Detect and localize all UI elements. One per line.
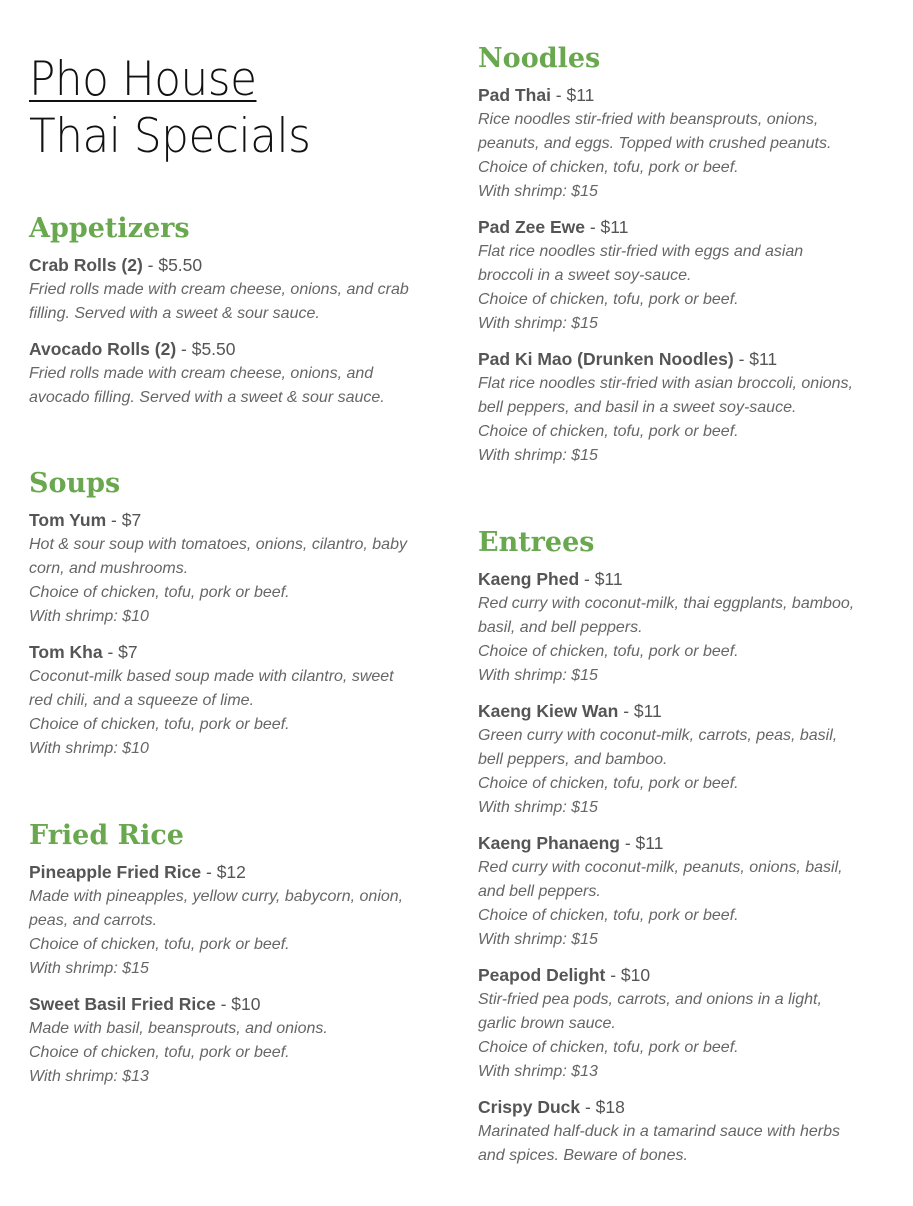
menu-item [29, 639, 449, 761]
item-description: Coconut-milk based soup made with cilantro, sweet red chili, and a squeeze of lime. Choice of chicken, tofu, pork or beef. With shrimp: $10 [29, 668, 394, 757]
item-name: Kaeng Kiew Wan [478, 701, 619, 721]
item-description: Flat rice noodles stir-fried with asian broccoli, onions, bell peppers, and basil in a sweet soy-sauce. Choice of chicken, tofu, pork or beef. With shrimp: $15 [478, 375, 853, 464]
section-title: Noodles [478, 43, 601, 74]
item-price: - $11 [619, 833, 664, 853]
section-appetizers [29, 212, 449, 420]
item-description: Rice noodles stir-fried with beansprouts, onions, peanuts, and eggs. Topped with crushed peanuts. Choice of chicken, tofu, pork or beef. With shrimp: $15 [478, 111, 832, 200]
item-description: Marinated half-duck in a tamarind sauce with herbs and spices. Beware of bones. [478, 1123, 840, 1164]
section-title: Entrees [478, 527, 595, 558]
item-price: - $11 [618, 701, 662, 721]
item-description: Red curry with coconut-milk, thai eggplants, bamboo, basil, and bell peppers. Choice of chicken, tofu, pork or beef. With shrimp: $15 [478, 595, 855, 684]
item-price: - $5.50 [142, 255, 203, 275]
menu-item [478, 830, 898, 952]
menu-item [478, 214, 898, 336]
item-name: Pad Thai [478, 85, 551, 105]
section-title: Appetizers [29, 213, 190, 244]
menu-subtitle: Thai Specials [29, 109, 311, 164]
menu-item [478, 698, 898, 820]
item-name: Crab Rolls (2) [29, 255, 143, 275]
item-description: Fried rolls made with cream cheese, onions, and crab filling. Served with a sweet & sour sauce. [29, 281, 409, 322]
item-name: Tom Kha [29, 642, 103, 662]
section-title: Soups [29, 468, 121, 499]
restaurant-name: Pho House [29, 52, 257, 107]
item-description: Made with pineapples, yellow curry, babycorn, onion, peas, and carrots. Choice of chicken, tofu, pork or beef. With shrimp: $15 [29, 888, 404, 977]
menu-item [29, 991, 449, 1089]
item-price: - $18 [580, 1097, 625, 1117]
item-name: Crispy Duck [478, 1097, 581, 1117]
menu-item [29, 507, 449, 629]
menu-header [29, 52, 332, 166]
item-name: Pad Zee Ewe [478, 217, 585, 237]
item-price: - $10 [215, 994, 261, 1014]
menu-item [478, 346, 898, 468]
item-description: Green curry with coconut-milk, carrots, peas, basil, bell peppers, and bamboo. Choice of chicken, tofu, pork or beef. With shrimp: $15 [478, 727, 838, 816]
menu-item [29, 859, 449, 981]
item-name: Kaeng Phanaeng [478, 833, 620, 853]
item-price: - $7 [106, 510, 142, 530]
item-name: Pad Ki Mao (Drunken Noodles) [478, 349, 734, 369]
item-description: Red curry with coconut-milk, peanuts, onions, basil, and bell peppers. Choice of chicken, tofu, pork or beef. With shrimp: $15 [478, 859, 843, 948]
menu-item [478, 566, 898, 688]
menu-item [478, 1094, 898, 1168]
menu-item [29, 336, 449, 410]
item-name: Pineapple Fried Rice [29, 862, 202, 882]
section-title: Fried Rice [29, 820, 184, 851]
item-name: Tom Yum [29, 510, 107, 530]
item-price: - $11 [550, 85, 595, 105]
section-fried-rice [29, 819, 449, 1099]
item-description: Stir-fried pea pods, carrots, and onions in a light, garlic brown sauce. Choice of chicken, tofu, pork or beef. With shrimp: $13 [478, 991, 822, 1080]
item-price: - $5.50 [176, 339, 236, 359]
item-price: - $11 [733, 349, 778, 369]
item-description: Hot & sour soup with tomatoes, onions, cilantro, baby corn, and mushrooms. Choice of chicken, tofu, pork or beef. With shrimp: $10 [29, 536, 407, 625]
menu-item [478, 962, 898, 1084]
menu-item [478, 82, 898, 204]
item-description: Flat rice noodles stir-fried with eggs and asian broccoli in a sweet soy-sauce. Choice of chicken, tofu, pork or beef. With shrimp: $15 [478, 243, 804, 332]
item-name: Avocado Rolls (2) [29, 339, 177, 359]
item-price: - $10 [605, 965, 651, 985]
item-description: Fried rolls made with cream cheese, onions, and avocado filling. Served with a sweet & sour sauce. [29, 365, 385, 406]
item-description: Made with basil, beansprouts, and onions. Choice of chicken, tofu, pork or beef. With shrimp: $13 [29, 1020, 328, 1085]
item-name: Peapod Delight [478, 965, 606, 985]
item-name: Sweet Basil Fried Rice [29, 994, 216, 1014]
item-price: - $12 [201, 862, 246, 882]
menu-item [29, 252, 449, 326]
item-price: - $11 [585, 217, 629, 237]
item-price: - $7 [102, 642, 138, 662]
section-entrees [478, 526, 898, 1178]
section-soups [29, 467, 449, 771]
item-price: - $11 [579, 569, 623, 589]
item-name: Kaeng Phed [478, 569, 580, 589]
section-noodles [478, 42, 898, 478]
